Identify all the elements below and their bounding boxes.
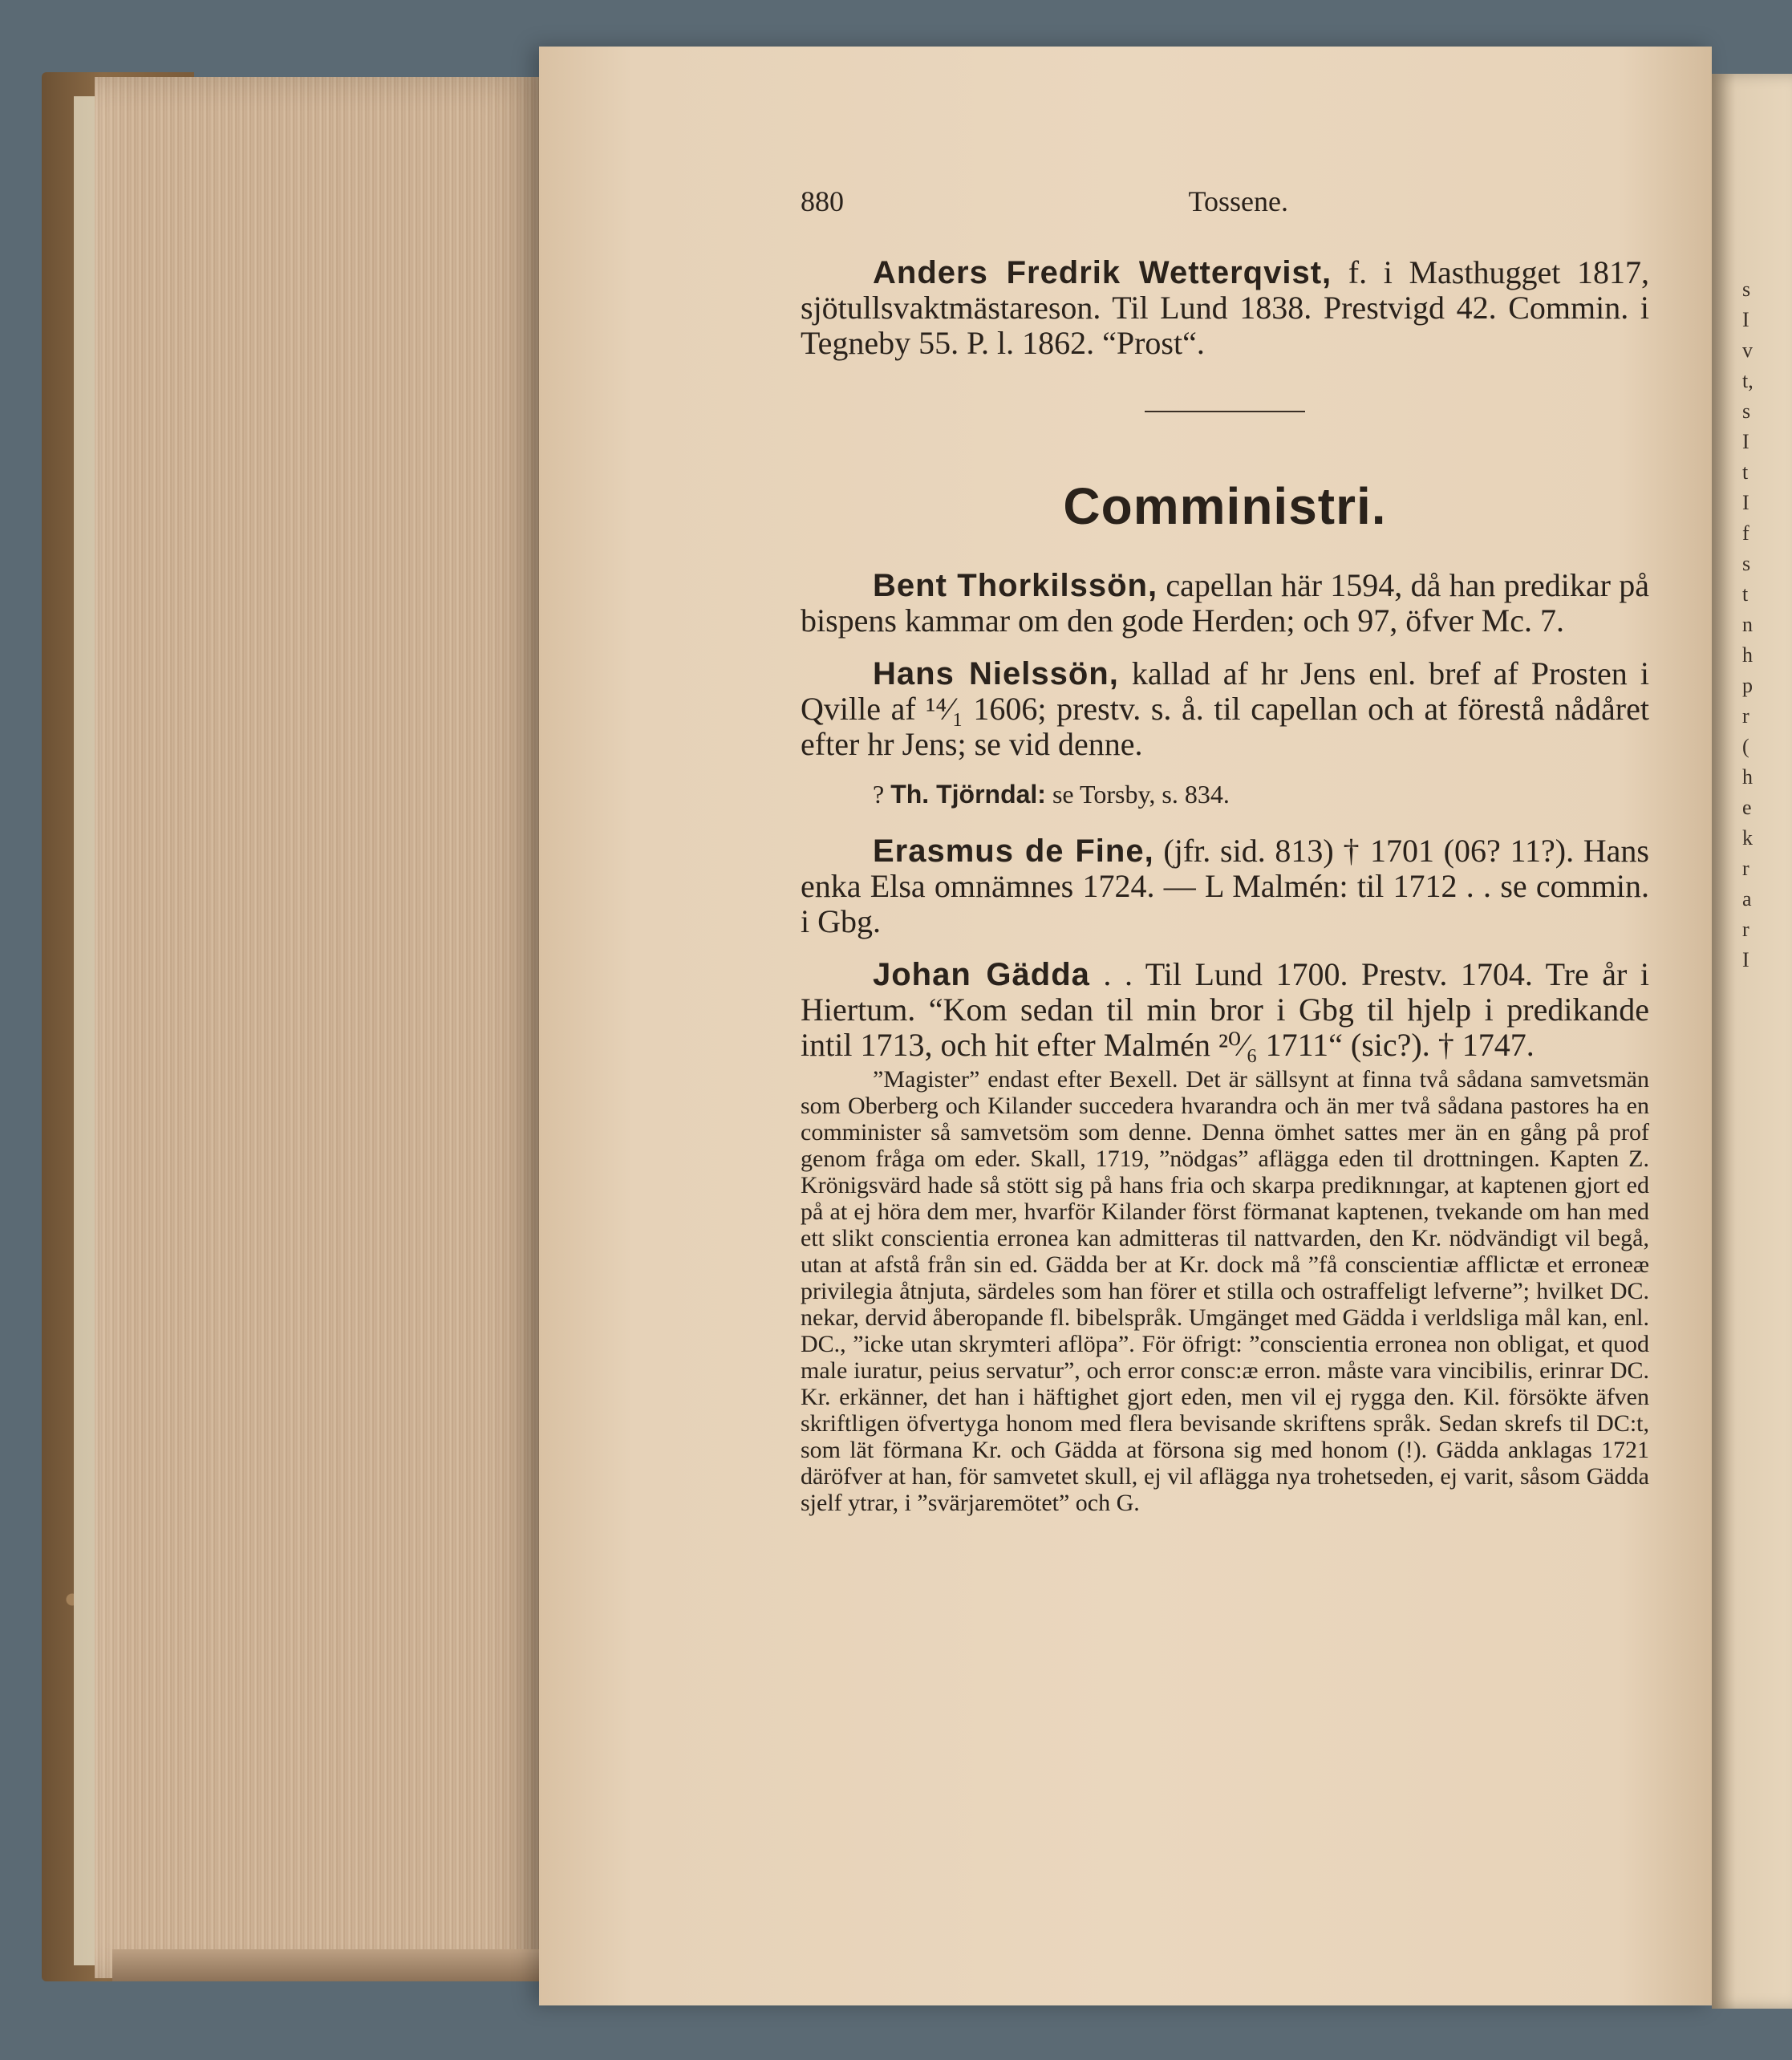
entry-text: (jfr. sid. 813) † 1701 (06? 11?). Hans enka Elsa omnämnes 1724. — L Malmén: til 1712 . . se commin. i Gbg. — [801, 833, 1649, 939]
footnote-paragraph: ”Magister” endast efter Bexell. Det är sällsynt at finna två sådana samvetsmän som Oberberg och Kilander succedera hvarandra och än mer två sådana pastores ha en comminister så samvetsöm som denne. Denna ömhet sattes mer än en gång på prof genom fråga om eder. Skall, 1719, ”nödgas” aflägga eden til drottningen. Kapten Z. Krönigsvärd hade så stött sig på hans fria och skarpa prediknıngar, at kaptenen gjort ed på at ej höra dem mer, hvarför Kilander först förmanat kaptenen, tvekande om han med ett slikt conscientia erronea kan admitteras til nattvarden, den Kr. nödvändigt vil begå, utan at afstå från sin ed. Gädda ber at Kr. dock må ”få conscientiæ afflictæ et erroneæ privilegia åtnjuta, särdeles som han förer et stilla och ostraffeligt lefverne”; hvilket DC. nekar, dervid åberopande fl. bibelspråk. Umgänget med Gädda i verldsliga mål kan, enl. DC., ”icke utan skrymteri aflöpa”. För öfrigt: ”conscientia erronea non obligat, et quod male iuratur, peius servatur”, och error consc:æ erron. måste vara vincibilis, erinrar DC. Kr. erkänner, det han i häftighet gjort eden, men vil ej rygga den. Kil. försökte äfven skriftligen öfvertyga honom med flera bevisande skriftens språk. Sedan skrefs til DC:t, som lät förmana Kr. och Gädda at försona sig med honom (!). Gädda anklagas 1721 däröfver at han, för samvetet skull, ej vil aflägga nya trohetseden, ej varit, såsom Gädda sjelf ytrar, i ”svärjaremötet” och G. — [801, 1066, 1649, 1516]
page-edges-stack — [95, 77, 544, 1978]
entry-name: Anders Fredrik Wetterqvist, — [873, 255, 1332, 290]
entry-text: capellan här 1594, då han predikar på bispens kammar om den gode Herden; och 97, öfver Mc. 7. — [801, 567, 1649, 639]
entry-text: . . Til Lund 1700. Prestv. 1704. Tre år i Hiertum. “Kom sedan til min bror i Gbg til hjelp i predikande intil 1713, och hit efter Malmén ²⁰⁄₆ 1711“ (sic?). † 1747. — [801, 956, 1649, 1063]
entry-name: Johan Gädda — [873, 957, 1090, 992]
ref-name: Th. Tjörndal: — [890, 780, 1046, 809]
entry-name: Bent Thorkilssön, — [873, 568, 1158, 603]
next-page-strip — [1712, 74, 1792, 2009]
entry-wetterqvist — [801, 255, 1649, 361]
next-page-letters: s I v t, s I t I f s t n h p r ( h e k r a r I — [1742, 278, 1753, 971]
ref-prefix: ? — [873, 780, 891, 809]
running-head — [801, 185, 1649, 218]
page-text-block — [801, 185, 1649, 1540]
page-edges-bottom — [112, 1949, 545, 1981]
entry-erasmus-de-fine — [801, 833, 1649, 939]
cross-reference — [873, 780, 1649, 809]
entry-name: Hans Nielssön, — [873, 656, 1119, 691]
running-title: Tossene. — [1188, 185, 1288, 217]
entry-text: kallad af hr Jens enl. bref af Prosten i Qville af ¹⁴⁄₁ 1606; prestv. s. å. til capellan och at förestå nådåret efter hr Jens; se vid denne. — [801, 655, 1649, 762]
section-heading: Comministri. — [1063, 477, 1387, 535]
page-number: 880 — [801, 185, 844, 217]
section-divider — [1145, 411, 1305, 412]
entry-bent-thorkilsson — [801, 568, 1649, 639]
entry-hans-nielsson — [801, 656, 1649, 762]
entry-text: f. i Masthugget 1817, sjötullsvaktmästareson. Til Lund 1838. Prestvigd 42. Commin. i Tegneby 55. P. l. 1862. “Prost“. — [801, 254, 1649, 361]
entry-johan-gadda — [801, 957, 1649, 1063]
ref-text: se Torsby, s. 834. — [1045, 780, 1230, 809]
entry-name: Erasmus de Fine, — [873, 833, 1154, 869]
